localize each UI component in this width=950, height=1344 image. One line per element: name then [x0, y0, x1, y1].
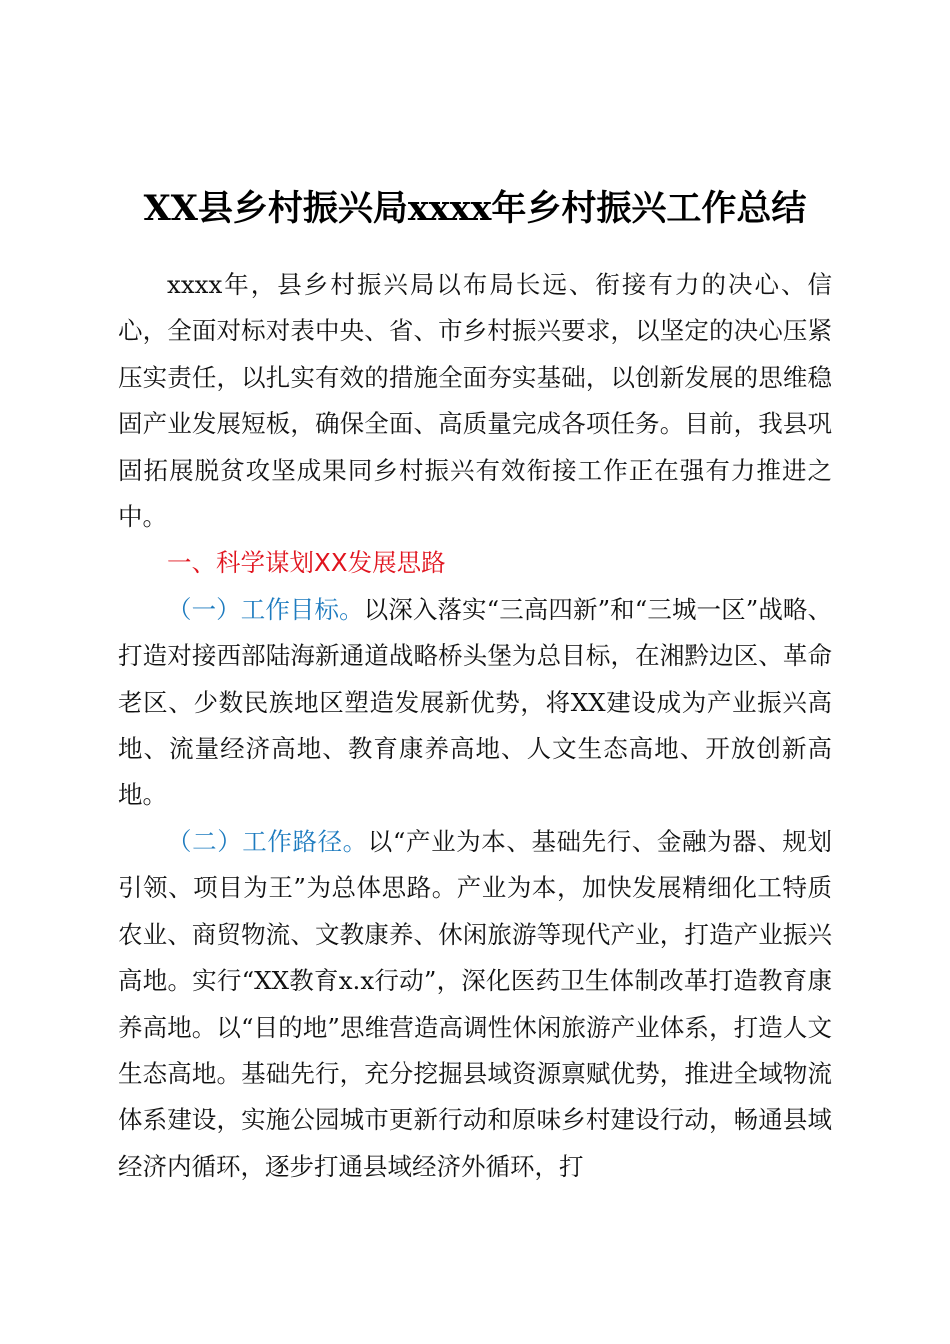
work-path-text: 以“产业为本、基础先行、金融为器、规划引领、项目为王”为总体思路。产业为本，加快发展精细化工特质农业、商贸物流、文教康养、休闲旅游等现代产业，打造产业振兴高地。实行“XX教育x.x行动”，深化医药卫生体制改革打造教育康养高地。以“目的地”思维营造高调性休闲旅游产业体系，打造人文生态高地。基础先行，充分挖掘县域资源禀赋优势，推进全域物流体系建设，实施公园城市更新行动和原味乡村建设行动，畅通县域经济内循环，逐步打通县域经济外循环，打: [118, 826, 832, 1181]
work-path-lead: （二）工作路径。: [167, 826, 368, 856]
section-1-heading: 一、科学谋划XX发展思路: [167, 548, 446, 578]
document-title: XX县乡村振兴局xxxx年乡村振兴工作总结: [143, 188, 807, 229]
work-path-paragraph: [118, 819, 832, 1190]
work-goal-lead: （一）工作目标。: [167, 594, 364, 624]
work-goal-text: 以深入落实“三高四新”和“三城一区”战略、打造对接西部陆海新通道战略桥头堡为总目标，在湘黔边区、革命老区、少数民族地区塑造发展新优势，将XX建设成为产业振兴高地、流量经济高地、教育康养高地、人文生态高地、开放创新高地。: [118, 594, 832, 810]
intro-paragraph: xxxx年，县乡村振兴局以布局长远、衔接有力的决心、信心，全面对标对表中央、省、市乡村振兴要求，以坚定的决心压紧压实责任，以扎实有效的措施全面夯实基础，以创新发展的思维稳固产业发展短板，确保全面、高质量完成各项任务。目前，我县巩固拓展脱贫攻坚成果同乡村振兴有效衔接工作正在强有力推进之中。: [118, 270, 832, 532]
work-goal-paragraph: [118, 587, 832, 819]
document-body: [118, 262, 832, 1190]
section-heading: [118, 540, 832, 586]
